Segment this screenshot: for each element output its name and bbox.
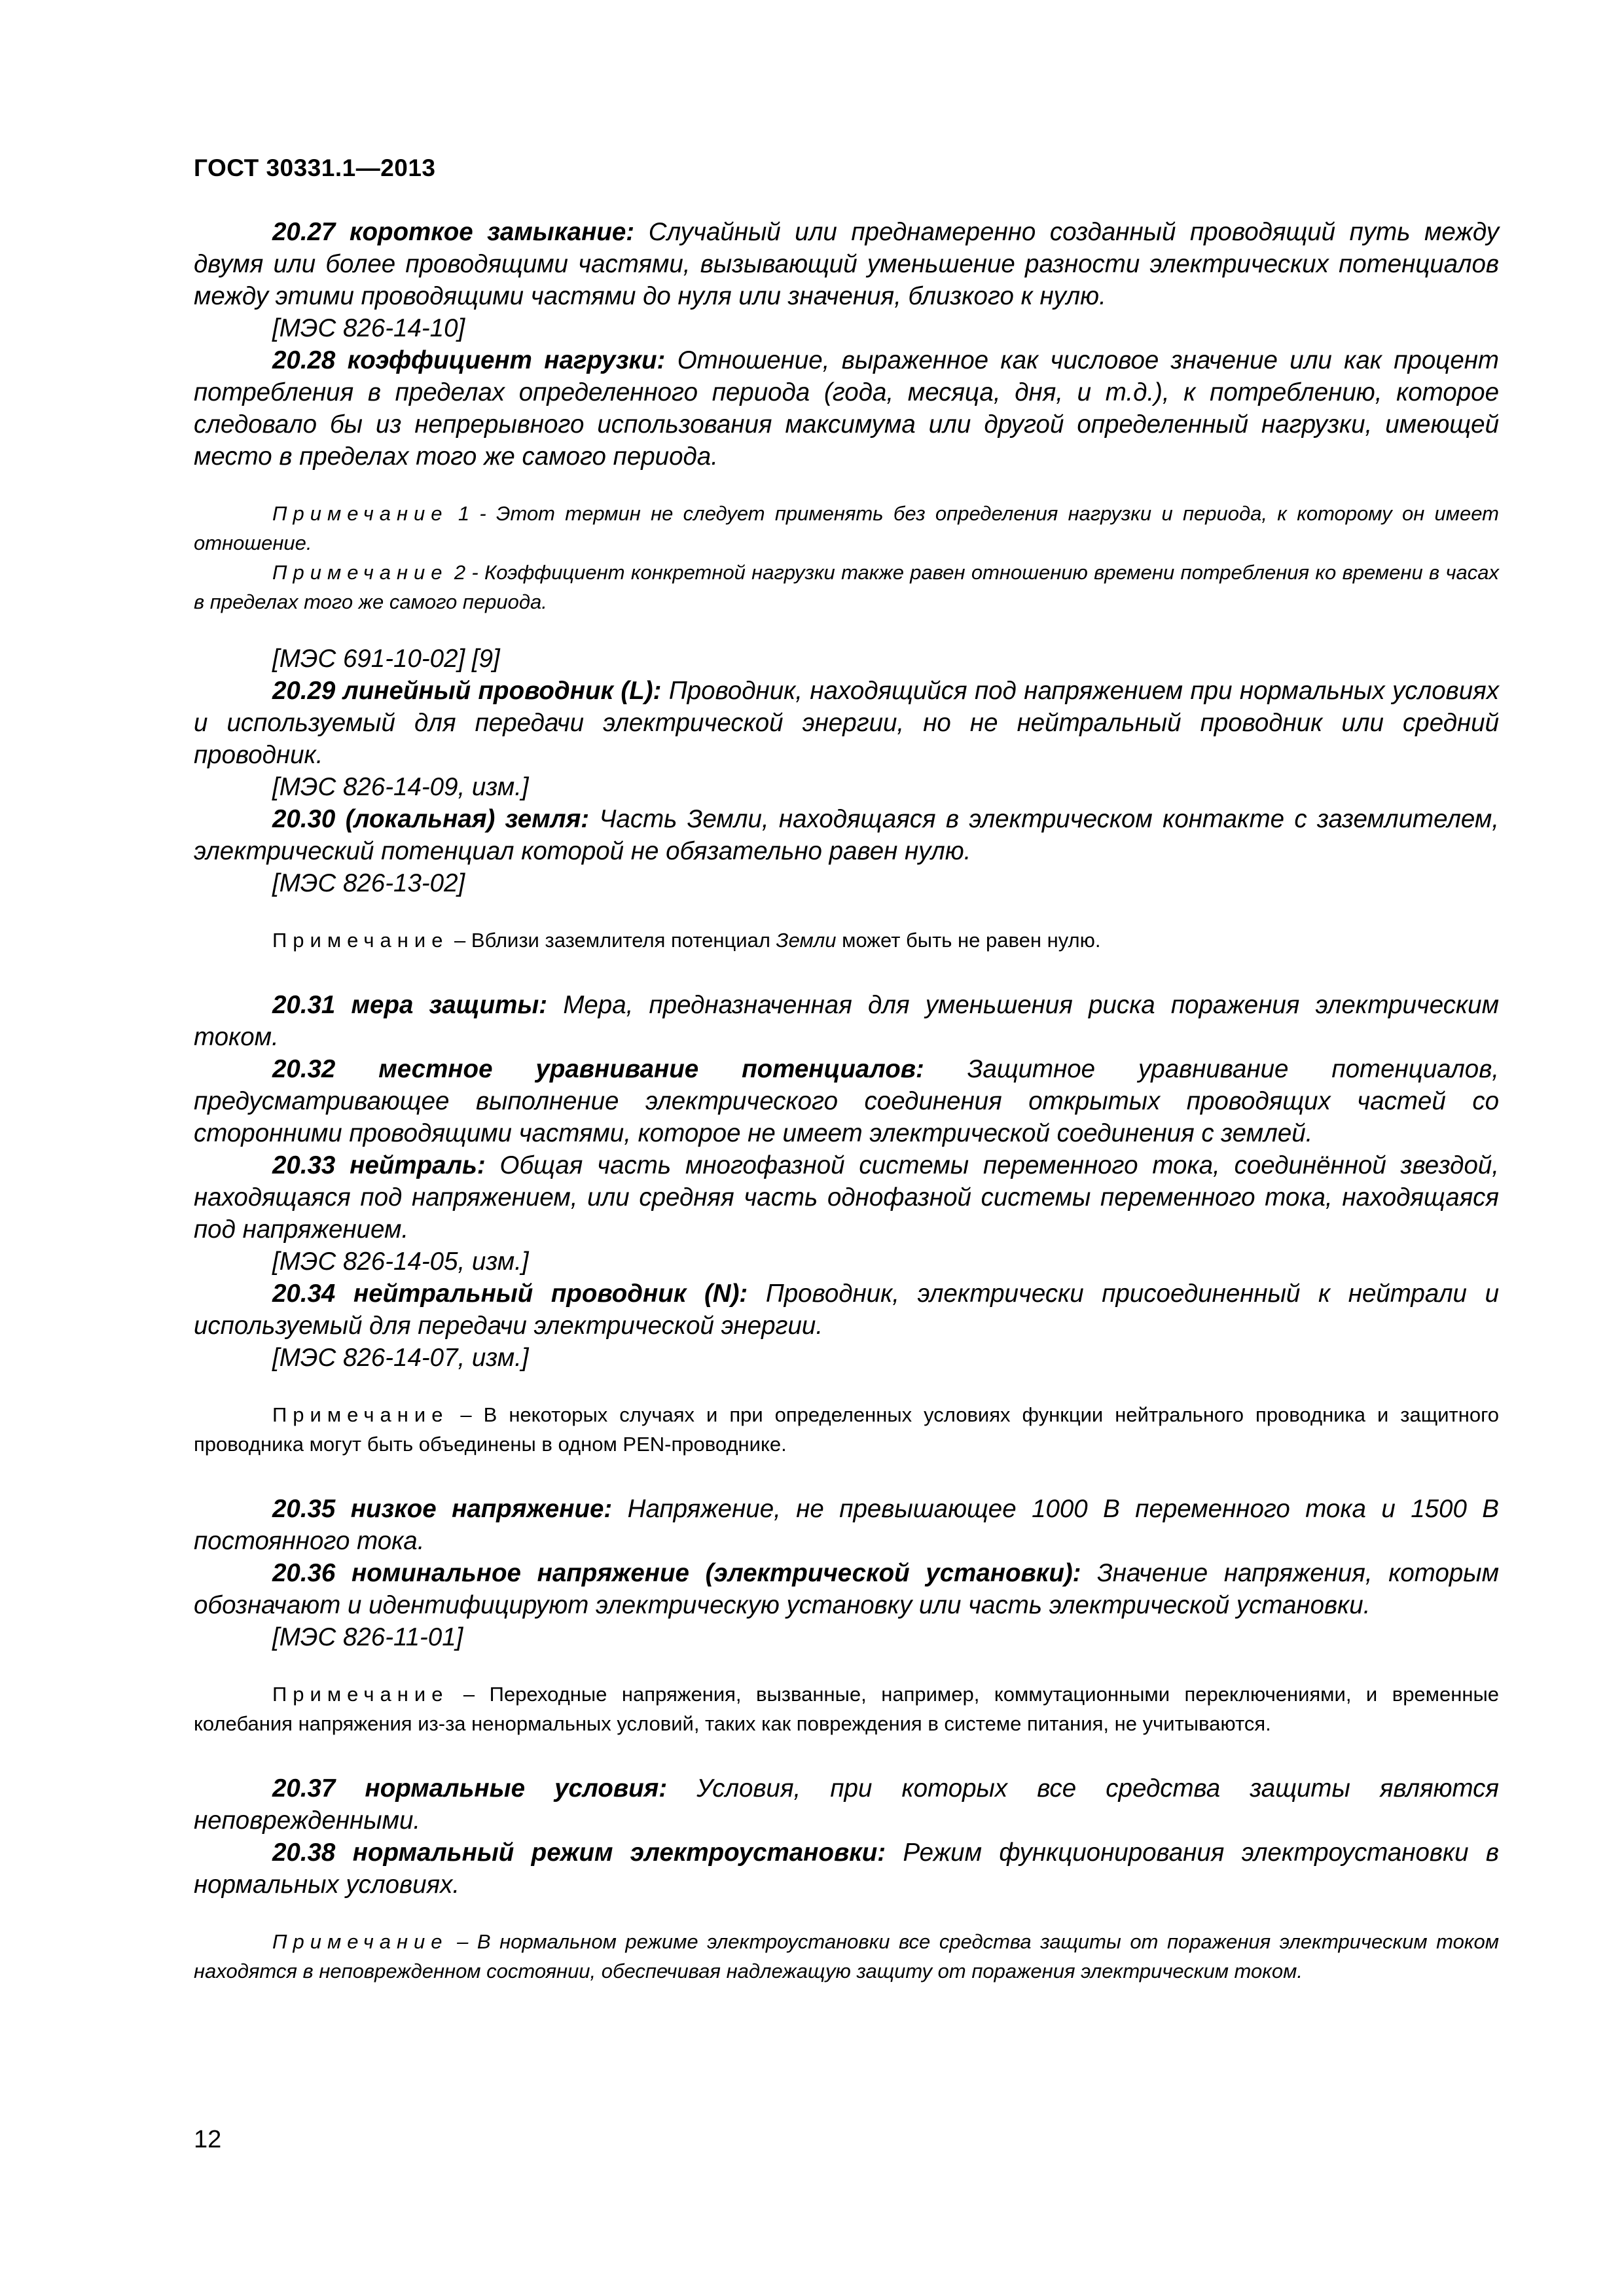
note-text: – Переходные напряжения, вызванные, например, коммутационными переключениями, и временные колебания напряжения из-за ненормальных условий, таких как повреждения в системе питания, не учитываются. — [194, 1683, 1499, 1735]
term-title: 20.37 нормальные условия: — [272, 1774, 668, 1803]
term-definition: Отношение, выраженное как числовое значение или как процент потребления в пределах определенного периода (года, месяца, дня, и т.д.), к потреблению, которое следовало бы из непрерывного использования максимума или другой определенный нагрузки, имеющей место в пределах того же самого периода. — [194, 346, 1499, 471]
note — [194, 558, 1499, 617]
note-text: – В нормальном режиме электроустановки все средства защиты от поражения электрическим током находятся в неповрежденном состоянии, обеспечивая надлежащую защиту от поражения электрическим током. — [194, 1930, 1499, 1982]
term-title: 20.36 номинальное напряжение (электрической установки): — [272, 1559, 1081, 1587]
term-20-36 — [194, 1557, 1499, 1621]
term-20-30 — [194, 803, 1499, 867]
term-definition: Напряжение, не превышающее 1000 В переменного тока и 1500 В постоянного тока. — [194, 1495, 1499, 1555]
term-20-32 — [194, 1053, 1499, 1149]
term-definition: Проводник, находящийся под напряжением при нормальных условиях и используемый для передачи электрической энергии, но не нейтральный проводник или средний проводник. — [194, 677, 1499, 769]
term-definition: Условия, при которых все средства защиты являются неповрежденными. — [194, 1774, 1499, 1835]
term-20-37 — [194, 1772, 1499, 1837]
note-text: – Вблизи заземлителя потенциал — [448, 929, 776, 952]
note-text: 1 - Этот термин не следует применять без определения нагрузки и периода, к которому он имеет отношение. — [194, 502, 1499, 554]
note — [194, 1400, 1499, 1459]
note — [194, 925, 1499, 955]
term-20-35 — [194, 1493, 1499, 1557]
note-label: Примечание — [272, 1683, 449, 1706]
note-text: – В некоторых случаях и при определенных условиях функции нейтрального проводника и защитного проводника могут быть объединены в одном PEN-проводнике. — [194, 1403, 1499, 1456]
term-definition: Режим функционирования электроустановки в нормальных условиях. — [194, 1839, 1499, 1899]
reference: [МЭС 826-14-05, изм.] — [272, 1247, 529, 1276]
term-title: 20.34 нейтральный проводник (N): — [272, 1280, 748, 1308]
note-emphasis: Земли — [776, 929, 837, 952]
reference: [МЭС 826-14-07, изм.] — [272, 1344, 529, 1372]
term-title: 20.29 линейный проводник (L): — [272, 677, 662, 705]
document-body — [194, 216, 1499, 1986]
note-text: 2 - Коэффициент конкретной нагрузки также равен отношению времени потребления ко времени в часах в пределах того же самого периода. — [194, 561, 1499, 613]
term-definition: Общая часть многофазной системы переменного тока, соединённой звездой, находящаяся под напряжением, или средняя часть однофазной системы переменного тока, находящаяся под напряжением. — [194, 1151, 1499, 1244]
term-title: 20.28 коэффициент нагрузки: — [272, 346, 666, 374]
note-label: Примечание — [272, 1930, 448, 1953]
note — [194, 499, 1499, 558]
term-definition: Мера, предназначенная для уменьшения риска поражения электрическим током. — [194, 991, 1499, 1051]
note — [194, 1679, 1499, 1738]
reference: [МЭС 691-10-02] [9] — [272, 645, 500, 673]
term-title: 20.38 нормальный режим электроустановки: — [272, 1839, 886, 1867]
term-20-28 — [194, 344, 1499, 473]
term-title: 20.31 мера защиты: — [272, 991, 548, 1019]
term-title: 20.30 (локальная) земля: — [272, 805, 590, 833]
note-label: Примечание — [272, 1403, 449, 1426]
term-20-34 — [194, 1278, 1499, 1342]
term-20-31 — [194, 989, 1499, 1053]
term-20-33 — [194, 1149, 1499, 1246]
term-20-27 — [194, 216, 1499, 312]
term-definition: Проводник, электрически присоединенный к нейтрали и используемый для передачи электрической энергии. — [194, 1280, 1499, 1340]
note-label: Примечание — [272, 929, 449, 952]
note-label: Примечание — [272, 561, 448, 584]
note — [194, 1927, 1499, 1986]
reference: [МЭС 826-13-02] — [272, 869, 465, 897]
reference: [МЭС 826-14-09, изм.] — [272, 773, 529, 801]
note-label: Примечание — [272, 502, 448, 525]
term-20-29 — [194, 675, 1499, 771]
reference: [МЭС 826-14-10] — [272, 314, 465, 342]
term-title: 20.35 низкое напряжение: — [272, 1495, 613, 1523]
term-definition: Значение напряжения, которым обозначают и идентифицируют электрическую установку или часть электрической установки. — [194, 1559, 1499, 1619]
term-20-38 — [194, 1837, 1499, 1901]
term-definition: Часть Земли, находящаяся в электрическом контакте с заземлителем, электрический потенциал которой не обязательно равен нулю. — [194, 805, 1499, 865]
note-text: может быть не равен нулю. — [836, 929, 1101, 952]
term-title: 20.33 нейтраль: — [272, 1151, 486, 1179]
page-number: 12 — [194, 2126, 222, 2153]
term-title: 20.32 местное уравнивание потенциалов: — [272, 1055, 924, 1083]
term-definition: Случайный или преднамеренно созданный проводящий путь между двумя или более проводящими частями, вызывающий уменьшение разности электрических потенциалов между этими проводящими частями до нуля или значения, близкого к нулю. — [194, 218, 1499, 310]
term-title: 20.27 короткое замыкание: — [272, 218, 635, 246]
reference: [МЭС 826-11-01] — [272, 1623, 463, 1651]
term-definition: Защитное уравнивание потенциалов, предусматривающее выполнение электрического соединения открытых проводящих частей со сторонними проводящими частями, которое не имеет электрической соединения с землей. — [194, 1055, 1500, 1147]
document-header: ГОСТ 30331.1—2013 — [194, 154, 436, 181]
